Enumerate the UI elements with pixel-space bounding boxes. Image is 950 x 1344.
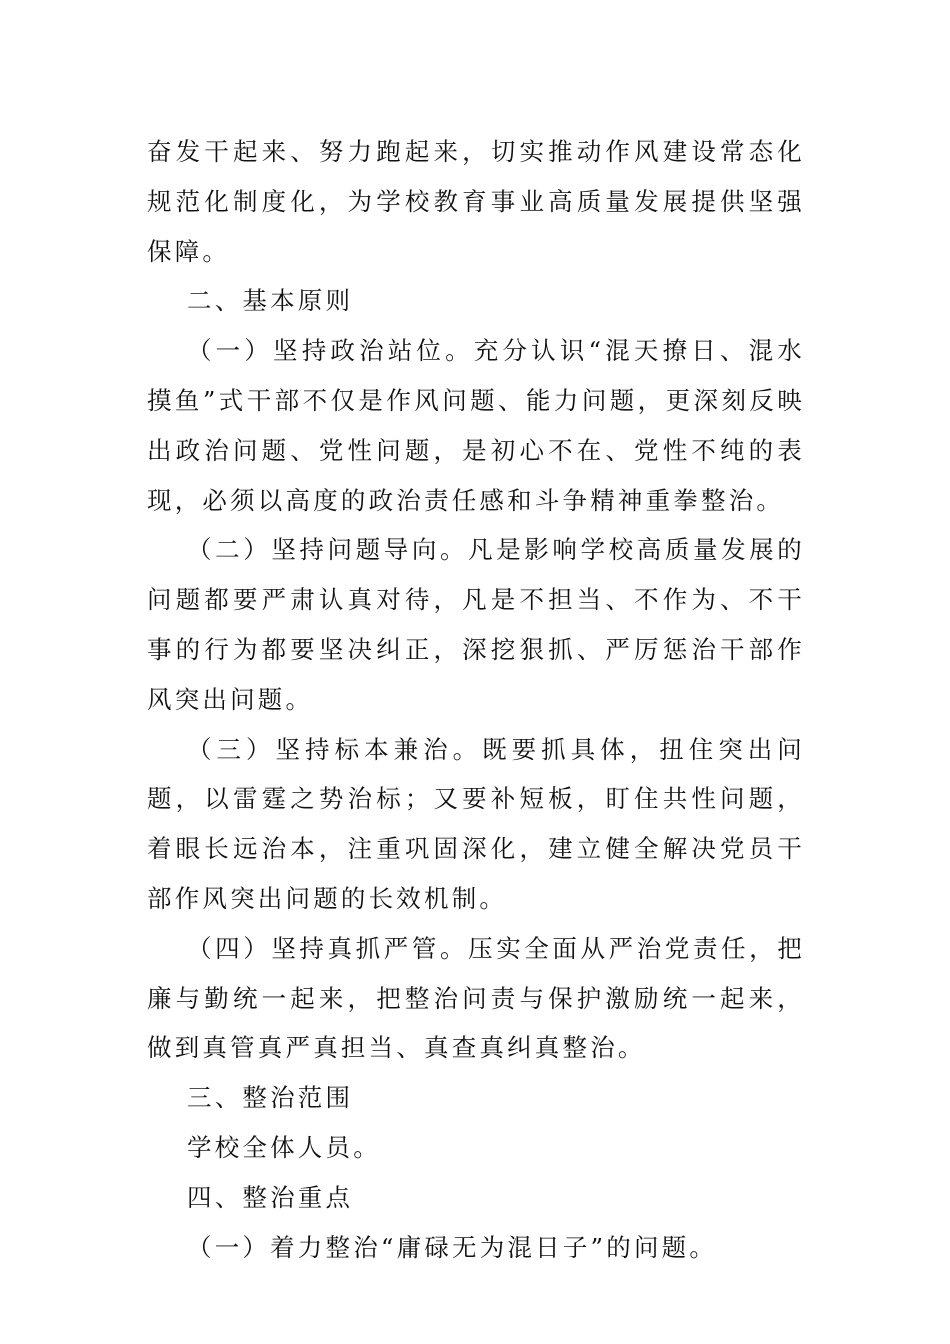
body-paragraph: 奋发干起来、努力跑起来，切实推动作风建设常态化规范化制度化，为学校教育事业高质量发展提供坚强保障。	[147, 137, 805, 266]
body-paragraph: 学校全体人员。	[187, 1132, 381, 1162]
section-heading-basic-principles: 二、基本原则	[187, 286, 354, 316]
section-heading-focus: 四、整治重点	[187, 1182, 354, 1212]
sub-heading: （一）着力整治“庸碌无为混日子”的问题。	[187, 1232, 718, 1262]
section-heading-scope: 三、整治范围	[187, 1083, 354, 1113]
body-paragraph: （四）坚持真抓严管。压实全面从严治党责任，把廉与勤统一起来，把整治问责与保护激励统一起来，做到真管真严真担当、真查真纠真整治。	[147, 933, 805, 1063]
document-body	[147, 127, 805, 1272]
body-paragraph: （一）坚持政治站位。充分认识“混天撩日、混水摸鱼”式干部不仅是作风问题、能力问题，更深刻反映出政治问题、党性问题，是初心不在、党性不纯的表现，必须以高度的政治责任感和斗争精神重拳整治。	[147, 336, 805, 515]
body-paragraph: （二）坚持问题导向。凡是影响学校高质量发展的问题都要严肃认真对待，凡是不担当、不作为、不干事的行为都要坚决纠正，深挖狠抓、严厉惩治干部作风突出问题。	[147, 535, 805, 714]
body-paragraph: （三）坚持标本兼治。既要抓具体，扭住突出问题，以雷霆之势治标；又要补短板，盯住共性问题，着眼长远治本，注重巩固深化，建立健全解决党员干部作风突出问题的长效机制。	[147, 734, 805, 913]
